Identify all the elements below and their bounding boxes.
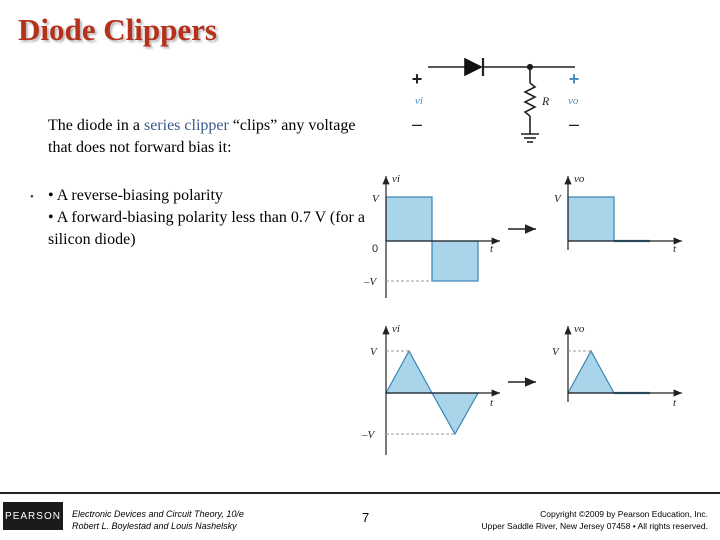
graph3-vi-label: vi: [392, 323, 400, 335]
bullet-item-forward: • A forward-biasing polarity less than 0.7 V (for a silicon diode): [48, 209, 365, 248]
circuit-resistor-label: R: [542, 94, 550, 108]
circuit-minus-right: –: [568, 114, 580, 134]
graph1-vi-label: vi: [392, 173, 400, 185]
triangle-positive-fill: [386, 351, 432, 393]
resistor-icon: [525, 83, 535, 116]
triangle-output-graph: [552, 323, 682, 409]
triangle-negative-fill: [432, 393, 478, 434]
intro-highlight: series clipper: [143, 117, 229, 134]
copyright-line-2: Upper Saddle River, New Jersey 07458 • All rights reserved.: [481, 521, 708, 531]
graph1-t-label: t: [490, 243, 494, 255]
slide-title: Diode Clippers: [18, 12, 217, 47]
graph3-negV-label: –V: [362, 429, 375, 441]
graph4-V-label: V: [552, 346, 559, 358]
intro-pre: The diode in a: [48, 117, 144, 134]
square-positive-fill: [386, 197, 432, 241]
graph3-V-label: V: [370, 346, 377, 358]
footer-divider: [0, 492, 720, 494]
book-authors: Robert L. Boylestad and Louis Nashelsky: [72, 521, 237, 531]
book-credit: [72, 508, 244, 532]
copyright: [482, 508, 708, 532]
page-number: 7: [362, 510, 370, 525]
circuit-vi-label: vi: [415, 95, 423, 107]
intro-post: “clips” any voltage that does not forward bias it:: [48, 117, 356, 156]
series-clipper-circuit: [428, 58, 575, 142]
circuit-minus-left: –: [411, 114, 423, 134]
graph3-t-label: t: [490, 397, 494, 409]
circuit-vo-label: vo: [568, 95, 579, 107]
triangle-output-fill: [568, 351, 614, 393]
graph2-t-label: t: [673, 243, 677, 255]
graph2-V-label: V: [554, 193, 561, 205]
graph1-zero-label: 0: [372, 243, 379, 255]
copyright-line-1: Copyright ©2009 by Pearson Education, Inc.: [540, 509, 708, 519]
square-negative-fill: [432, 241, 478, 281]
graph4-t-label: t: [673, 397, 677, 409]
circuit-plus-left: +: [411, 69, 423, 89]
book-title: Electronic Devices and Circuit Theory, 10/e: [72, 509, 244, 519]
graph4-vo-label: vo: [574, 323, 585, 335]
circuit-plus-right: +: [568, 69, 580, 89]
graph1-V-label: V: [372, 193, 379, 205]
graph1-negV-label: –V: [364, 276, 377, 288]
square-output-graph: [554, 173, 682, 255]
square-output-fill: [568, 197, 614, 241]
triangle-input-graph: [361, 323, 500, 455]
bullet-dot: •: [30, 191, 34, 203]
bullet-item-reverse: • A reverse-biasing polarity: [48, 187, 223, 204]
pearson-logo-text: PEARSON: [5, 510, 61, 522]
diode-icon: [465, 59, 481, 75]
pearson-logo: [3, 502, 63, 530]
square-input-graph: [363, 173, 500, 298]
graph2-vo-label: vo: [574, 173, 585, 185]
